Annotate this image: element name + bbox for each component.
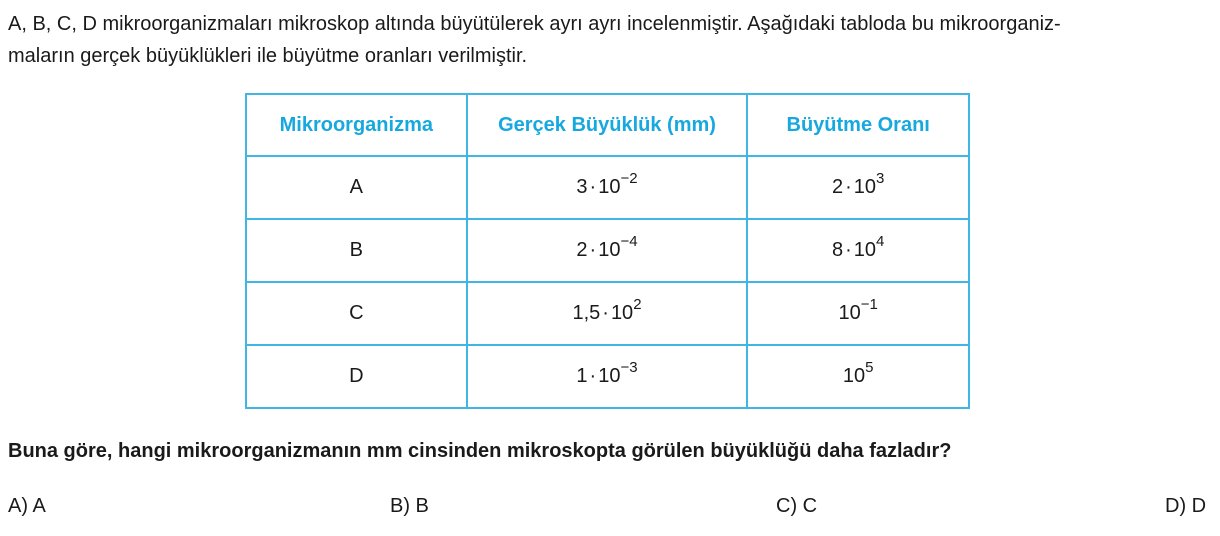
cell-magnification: $2 \cdot 10^3$ bbox=[747, 156, 969, 219]
header-microorganism: Mikroorganizma bbox=[246, 94, 467, 156]
table-header-row bbox=[246, 94, 969, 156]
question-text: Buna göre, hangi mikroorganizmanın mm cinsinden mikroskopta görülen büyüklüğü daha fazladır? bbox=[8, 440, 952, 462]
cell-magnification: $10^{-1}$ bbox=[747, 282, 969, 345]
cell-real-size: $2 \cdot 10^{-4}$ bbox=[467, 219, 748, 282]
cell-name: D bbox=[246, 345, 467, 408]
cell-real-size: $1 \cdot 10^{-3}$ bbox=[467, 345, 748, 408]
cell-magnification: $10^5$ bbox=[747, 345, 969, 408]
cell-real-size: $3 \cdot 10^{-2}$ bbox=[467, 156, 748, 219]
table-row bbox=[246, 219, 969, 282]
cell-name: C bbox=[246, 282, 467, 345]
cell-magnification: $8 \cdot 10^4$ bbox=[747, 219, 969, 282]
option-a[interactable]: A) A bbox=[8, 495, 46, 517]
table-row bbox=[246, 345, 969, 408]
option-d[interactable]: D) D bbox=[1165, 495, 1207, 517]
header-magnification: Büyütme Oranı bbox=[747, 94, 969, 156]
header-real-size: Gerçek Büyüklük (mm) bbox=[467, 94, 748, 156]
microorganism-table bbox=[245, 93, 970, 409]
table-row bbox=[246, 156, 969, 219]
option-c[interactable]: C) C bbox=[776, 495, 818, 517]
option-b[interactable]: B) B bbox=[390, 495, 429, 517]
cell-name: B bbox=[246, 219, 467, 282]
cell-real-size: $1,5 \cdot 10^2$ bbox=[467, 282, 748, 345]
table-row bbox=[246, 282, 969, 345]
intro-paragraph bbox=[8, 8, 1212, 72]
intro-line-1: A, B, C, D mikroorganizmaları mikroskop altında büyütülerek ayrı ayrı incelenmiştir. Aşağıdaki tabloda bu mikroorganiz- bbox=[8, 13, 1061, 35]
cell-name: A bbox=[246, 156, 467, 219]
intro-line-2: maların gerçek büyüklükleri ile büyütme oranları verilmiştir. bbox=[8, 45, 528, 67]
